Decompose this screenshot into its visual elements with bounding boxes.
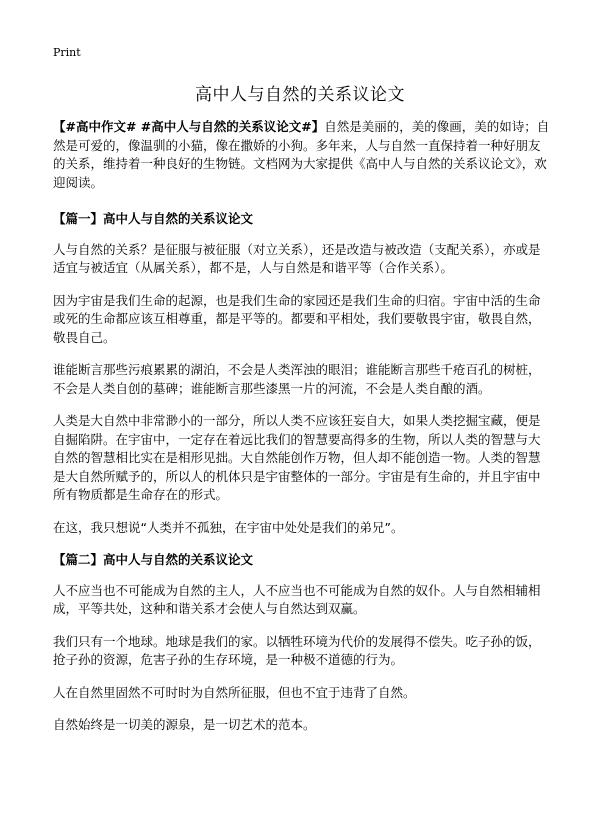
intro-tags: 【#高中作文# #高中人与自然的关系议论文#】 [53, 119, 325, 134]
paragraph: 自然始终是一切美的源泉，是一切艺术的范本。 [53, 717, 316, 732]
article-body [53, 118, 551, 749]
paragraph: 在这，我只想说“人类并不孤独，在宇宙中处处是我们的弟兄”。 [53, 519, 404, 535]
paragraph: 人不应当也不可能成为自然的主人，人不应当也不可能成为自然的奴仆。人与自然相辅相成，平等共处，这种和谐关系才会使人与自然达到双赢。 [53, 582, 541, 616]
section-heading-2: 【篇二】高中人与自然的关系议论文 [53, 552, 254, 567]
intro-text: 自然是美丽的，美的像画，美的如诗；自然是可爱的，像温驯的小猫，像在撒娇的小狗。多年来，人与自然一直保持着一种好朋友的关系，维持着一种良好的生物链。文档网为大家提供《高中人与自然的关系议论文》，欢迎阅读。 [53, 119, 550, 190]
intro-paragraph [53, 118, 551, 192]
paragraph: 我们只有一个地球。地球是我们的家。以牺牲环境为代价的发展得不偿失。吃子孙的饭，抢子孙的资源，危害子孙的生存环境，是一种极不道德的行为。 [53, 633, 541, 667]
paragraph: 人类是大自然中非常渺小的一部分，所以人类不应该狂妄自大，如果人类挖掘宝藏，便是自掘陷阱。在宇宙中，一定存在着远比我们的智慧要高得多的生物，所以人类的智慧与大自然的智慧相比实在是相形见拙。大自然能创作万物，但人却不能创造一物。人类的智慧是大自然所赋予的，所以人的机体只是宇宙整体的一部分。宇宙是有生命的，并且宇宙中所有物质都是生命存在的形式。 [53, 413, 541, 502]
paragraph: 人在自然里固然不可时时为自然所征服，但也不宜于违背了自然。 [53, 684, 416, 700]
paragraph: 人与自然的关系？是征服与被征服（对立关系），还是改造与被改造（支配关系），亦或是适宜与被适宜（从属关系），都不是，人与自然是和谐平等（合作关系）。 [53, 241, 541, 275]
section-heading-1: 【篇一】高中人与自然的关系议论文 [53, 211, 254, 226]
print-link[interactable]: Print [53, 46, 81, 59]
paragraph: 因为宇宙是我们生命的起源，也是我们生命的家园还是我们生命的归宿。宇宙中活的生命或死的生命都应该互相尊重，都是平等的。都要和平相处，我们要敬畏宇宙，敬畏自然，敬畏自己。 [53, 292, 541, 345]
paragraph: 谁能断言那些污痕累累的湖泊，不会是人类浑浊的眼泪；谁能断言那些千疮百孔的树桩，不会是人类自创的墓碑；谁能断言那些漆黑一片的河流，不会是人类自酿的酒。 [53, 362, 541, 396]
page-title: 高中人与自然的关系议论文 [195, 85, 405, 105]
